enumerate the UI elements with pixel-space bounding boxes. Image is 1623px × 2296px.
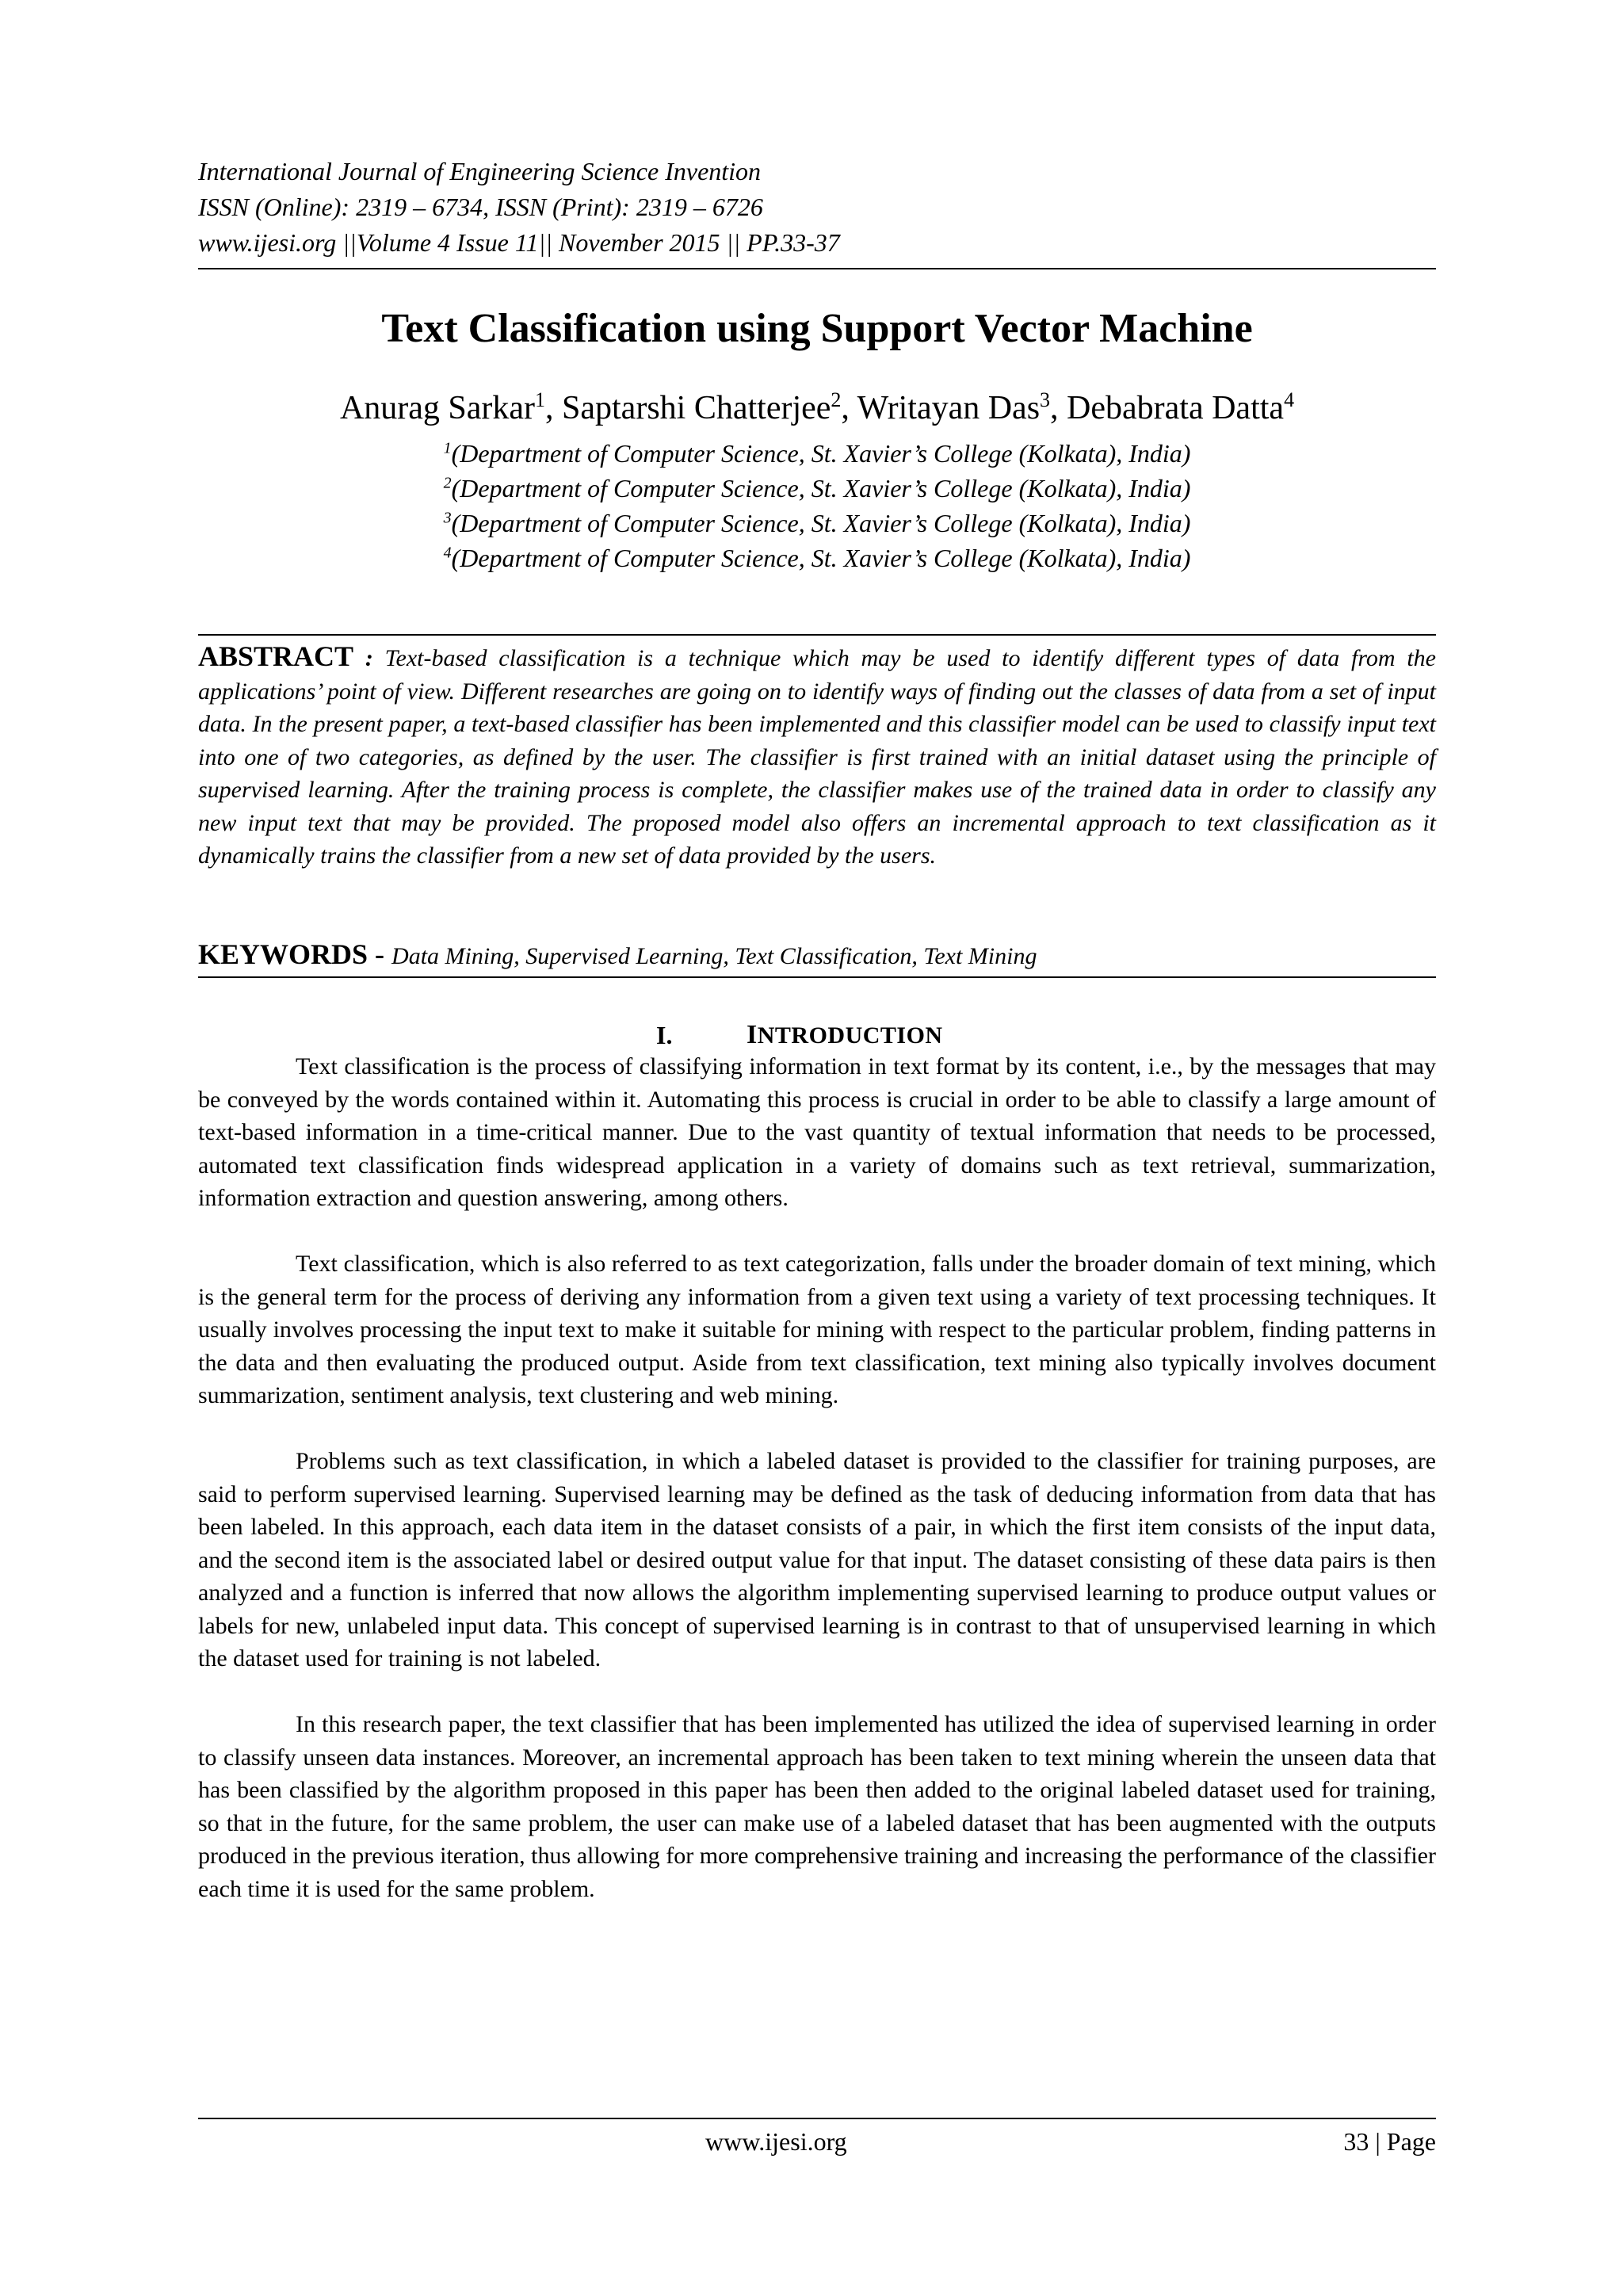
journal-name: International Journal of Engineering Science Invention — [198, 157, 762, 185]
paper-title: Text Classification using Support Vector Machine — [381, 306, 1253, 351]
abstract-top-rule — [198, 634, 1436, 636]
journal-header — [198, 154, 1436, 261]
abstract — [198, 640, 1436, 873]
keywords — [198, 938, 1436, 973]
paragraph: Problems such as text classification, in which a labeled dataset is provided to the classifier for training purposes, are said to perform supervised learning. Supervised learning may be defined as the task of deducing information from data that has been labeled. In this approach, each data item in the dataset consists of a pair, in which the first item consists of the input data, and the second item is the associated label or desired output value for that input. The dataset consisting of these data pairs is then analyzed and a function is inferred that now allows the algorithm implementing supervised learning to produce output values or labels for new, unlabeled input data. This concept of supervised learning is in contrast to that of unsupervised learning in which the dataset used for training is not labeled. — [198, 1448, 1436, 1671]
page-number: 33 | Page — [1343, 2127, 1436, 2156]
author: Debabrata Datta$^4$ — [1067, 388, 1295, 426]
keywords-label: KEYWORDS - — [198, 938, 392, 970]
section-title: INTRODUCTION — [747, 1020, 943, 1049]
keywords-text: Data Mining, Supervised Learning, Text Classification, Text Mining — [391, 943, 1037, 969]
affiliation: $^3$(Department of Computer Science, St. Xavier’s College (Kolkata), India) — [443, 509, 1191, 537]
author-list — [198, 385, 1436, 431]
author: Writayan Das$^3$, — [857, 388, 1067, 426]
affiliation: $^4$(Department of Computer Science, St. Xavier’s College (Kolkata), India) — [443, 544, 1191, 572]
abstract-label: ABSTRACT — [198, 640, 354, 672]
abstract-text: Text-based classification is a technique which may be used to identify different types of data from the applications’ point of view. Different researches are going on to identify ways of finding out the classes of data from a set of input data. In the present paper, a text-based classifier has been implemented and this classifier model can be used to classify input text into one of two categories, as defined by the user. The classifier is first trained with an initial dataset using the principle of supervised learning. After the training process is complete, the classifier makes use of the trained data in order to classify any new input text that may be provided. The proposed model also offers an incremental approach to text classification as it dynamically trains the classifier from a new set of data provided by the users. — [198, 645, 1436, 869]
footer-site: www.ijesi.org — [705, 2127, 847, 2156]
affiliation: $^2$(Department of Computer Science, St. Xavier’s College (Kolkata), India) — [443, 474, 1191, 502]
section-number: I. — [656, 1021, 673, 1049]
abstract-colon: : — [353, 645, 385, 671]
paragraph: In this research paper, the text classifier that has been implemented has utilized the idea of supervised learning in order to classify unseen data instances. Moreover, an incremental approach has been taken to text mining wherein the unseen data that has been classified by the algorithm proposed in this paper has been then added to the original labeled dataset used for training, so that in the future, for the same problem, the user can make use of a labeled dataset that has been augmented with the outputs produced in the previous iteration, thus allowing for more comprehensive training and increasing the performance of the classifier each time it is used for the same problem. — [198, 1711, 1436, 1902]
paragraph: Text classification is the process of classifying information in text format by its content, i.e., by the messages that may be conveyed by the words contained within it. Automating this process is crucial in order to be able to classify a large amount of text-based information in a time-critical manner. Due to the vast quantity of textual information that needs to be processed, automated text classification finds widespread application in a variety of domains such as text retrieval, summarization, information extraction and question answering, among others. — [198, 1053, 1436, 1211]
author: Saptarshi Chatterjee$^2$, — [562, 388, 857, 426]
introduction-body — [198, 1050, 1436, 1939]
journal-volume: www.ijesi.org ||Volume 4 Issue 11|| November 2015 || PP.33-37 — [198, 228, 840, 257]
keywords-bottom-rule — [198, 976, 1436, 978]
journal-issn: ISSN (Online): 2319 – 6734, ISSN (Print): 2319 – 6726 — [198, 193, 763, 221]
affiliation: $^1$(Department of Computer Science, St. Xavier’s College (Kolkata), India) — [443, 439, 1191, 468]
paragraph: Text classification, which is also referred to as text categorization, falls under the broader domain of text mining, which is the general term for the process of deriving any information from a given text using a variety of text processing techniques. It usually involves processing the input text to make it suitable for mining with respect to the particular problem, finding patterns in the data and then evaluating the produced output. Aside from text classification, text mining also typically involves document summarization, sentiment analysis, text clustering and web mining. — [198, 1251, 1436, 1408]
affiliation-list — [198, 436, 1436, 575]
author: Anurag Sarkar$^1$, — [339, 388, 563, 426]
header-divider — [198, 268, 1436, 269]
footer-divider — [198, 2118, 1436, 2119]
